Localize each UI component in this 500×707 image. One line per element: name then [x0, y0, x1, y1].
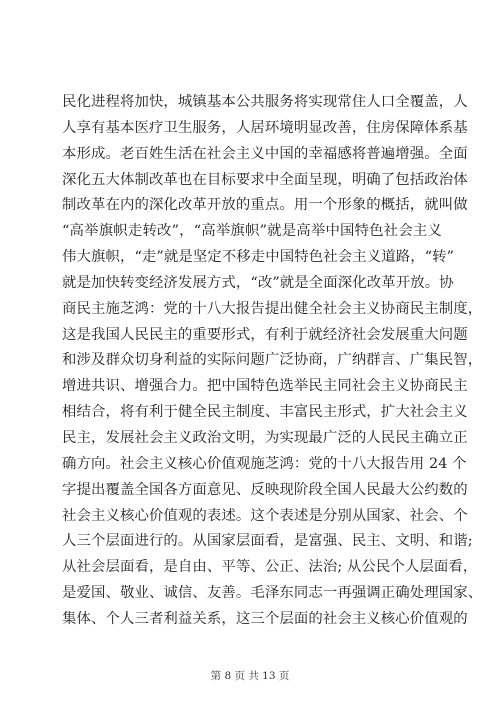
text-line: “高举旗帜走转改”，“高举旗帜”就是高举中国特色社会主义: [62, 223, 442, 240]
text-line: 就是加快转变经济发展方式，“改”就是全面深化改革开放。协: [62, 274, 454, 291]
text-line: 商民主施芝鸿：党的十八大报告提出健全社会主义协商民主制度，: [62, 300, 483, 317]
text-line: 深化五大体制改革也在目标要求中全面呈现，明确了包括政治体: [62, 171, 468, 188]
text-line: 民主，发展社会主义政治文明，为实现最广泛的人民民主确立正: [62, 429, 468, 446]
text-line: 集体、个人三者利益关系，这三个层面的社会主义核心价值观的: [62, 610, 468, 627]
text-line: 从社会层面看，是自由、平等、公正、法治; 从公民个人层面看，: [62, 559, 478, 576]
text-line: 这是我国人民民主的重要形式，有利于就经济社会发展重大问题: [62, 326, 468, 343]
text-line: 本形成。老百姓生活在社会主义中国的幸福感将普遍增强。全面: [62, 145, 468, 162]
text-line: 社会主义核心价值观的表述。这个表述是分别从国家、社会、个: [62, 507, 468, 524]
text-line: 伟大旗帜，“走”就是坚定不移走中国特色社会主义道路，“转”: [62, 249, 455, 266]
text-line: 民化进程将加快，城镇基本公共服务将实现常住人口全覆盖，人: [62, 94, 468, 110]
text-line: 相结合，将有利于健全民主制度、丰富民主形式，扩大社会主义: [62, 404, 468, 421]
text-line: 制改革在内的深化改革开放的重点。用一个形象的概括，就叫做: [62, 197, 468, 214]
text-line: 和涉及群众切身利益的实际问题广泛协商，广纳群言、广集民智，: [62, 352, 483, 369]
text-line: 增进共识、增强合力。把中国特色选举民主同社会主义协商民主: [62, 378, 468, 395]
text-line: 是爱国、敬业、诚信、友善。毛泽东同志一再强调正确处理国家、: [62, 585, 483, 602]
body-text: [62, 90, 483, 633]
text-line: 人享有基本医疗卫生服务，人居环境明显改善，住房保障体系基: [62, 119, 468, 136]
text-line: 字提出覆盖全国各方面意见、反映现阶段全国人民最大公约数的: [62, 481, 468, 498]
text-line: 确方向。社会主义核心价值观施芝鸿：党的十八大报告用 24 个: [62, 455, 467, 472]
page-number-footer: 第 8 页 共 13 页: [210, 670, 290, 682]
text-line: 人三个层面进行的。从国家层面看，是富强、民主、文明、和谐;: [62, 533, 473, 550]
